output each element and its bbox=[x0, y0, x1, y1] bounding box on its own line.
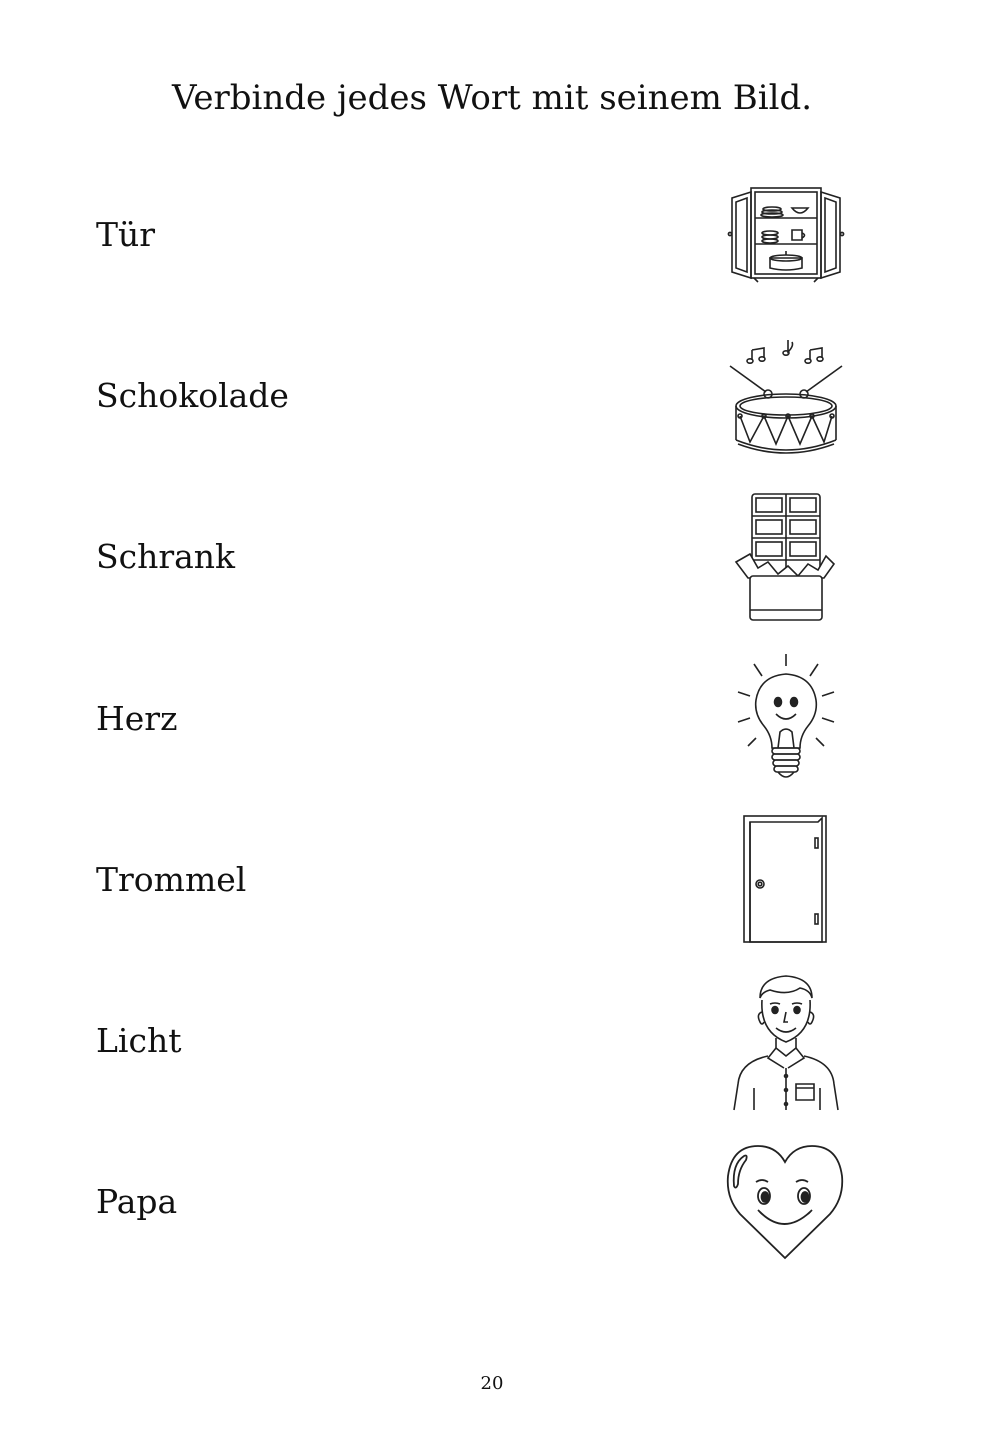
door-icon[interactable] bbox=[742, 814, 830, 946]
word-3[interactable]: Schrank bbox=[96, 537, 236, 576]
word-1[interactable]: Tür bbox=[96, 215, 156, 254]
drum-icon[interactable] bbox=[726, 336, 846, 456]
lightbulb-icon[interactable] bbox=[736, 652, 836, 784]
heart-icon[interactable] bbox=[724, 1140, 846, 1262]
instruction-title: Verbinde jedes Wort mit seinem Bild. bbox=[171, 78, 813, 118]
chocolate-icon[interactable] bbox=[734, 492, 838, 624]
word-4[interactable]: Herz bbox=[96, 699, 178, 738]
word-2[interactable]: Schokolade bbox=[96, 376, 289, 415]
cupboard-icon[interactable] bbox=[726, 184, 846, 284]
word-6[interactable]: Licht bbox=[96, 1021, 182, 1060]
man-icon[interactable] bbox=[730, 972, 842, 1112]
word-5[interactable]: Trommel bbox=[96, 860, 247, 899]
word-7[interactable]: Papa bbox=[96, 1182, 178, 1221]
page-number: 20 bbox=[480, 1373, 504, 1394]
